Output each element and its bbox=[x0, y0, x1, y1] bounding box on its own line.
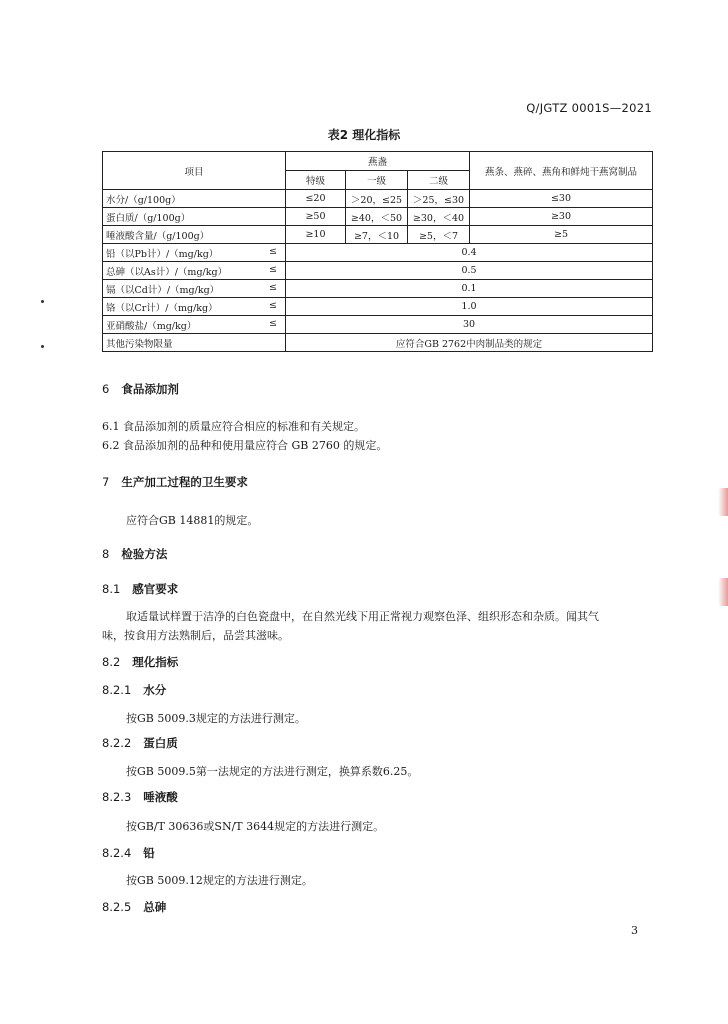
table-row bbox=[103, 334, 653, 352]
row-value: ≥40，＜50 bbox=[346, 208, 408, 226]
row-item-label: 铬（以Cr计）/（mg/kg） bbox=[106, 302, 218, 314]
section-8-heading: 8 检验方法 bbox=[102, 547, 168, 561]
table-row bbox=[103, 298, 653, 316]
section-6-heading: 6 食品添加剂 bbox=[102, 382, 179, 396]
header-group: 燕盏 bbox=[286, 152, 470, 171]
row-item: 其他污染物限量 bbox=[103, 334, 286, 352]
row-value: 0.4 bbox=[286, 244, 653, 262]
section-8-2-5-heading: 8.2.5 总砷 bbox=[102, 900, 167, 914]
section-8-1-text-line1: 取适量试样置于洁净的白色瓷盘中，在自然光线下用正常视力观察色泽、组织形态和杂质。闻其气 bbox=[126, 610, 599, 623]
section-7-text: 应符合GB 14881的规定。 bbox=[126, 514, 259, 527]
row-value: 0.5 bbox=[286, 262, 653, 280]
section-8-2-3-text: 按GB/T 30636或SN/T 3644规定的方法进行测定。 bbox=[126, 820, 385, 833]
seal-stamp-fragment bbox=[718, 488, 728, 516]
row-item: 唾液酸含量/（g/100g） bbox=[103, 226, 286, 244]
scan-speck bbox=[41, 345, 44, 348]
row-value: 0.1 bbox=[286, 280, 653, 298]
clause-6-1: 6.1 食品添加剂的质量应符合相应的标准和有关规定。 bbox=[102, 420, 365, 433]
section-8-2-2-heading: 8.2.2 蛋白质 bbox=[102, 736, 178, 750]
header-grade-3: 二级 bbox=[408, 171, 470, 190]
row-item bbox=[103, 280, 286, 298]
scan-speck bbox=[41, 300, 44, 303]
header-last: 燕条、燕碎、燕角和鲜炖干燕窝制品 bbox=[470, 152, 653, 190]
physicochemical-table bbox=[102, 151, 653, 352]
table-row bbox=[103, 244, 653, 262]
row-item-label: 铅（以Pb计）/（mg/kg） bbox=[106, 248, 219, 260]
section-8-2-1-text: 按GB 5009.3规定的方法进行测定。 bbox=[126, 712, 306, 725]
row-operator: ≤ bbox=[269, 245, 277, 257]
section-8-1-heading: 8.1 感官要求 bbox=[102, 582, 179, 596]
row-operator: ≤ bbox=[269, 317, 277, 329]
row-item-label: 镉（以Cd计）/（mg/kg） bbox=[106, 284, 220, 296]
table-row bbox=[103, 190, 653, 208]
row-item: 蛋白质/（g/100g） bbox=[103, 208, 286, 226]
row-item-label: 总砷（以As计）/（mg/kg） bbox=[106, 266, 228, 278]
row-value: 30 bbox=[286, 316, 653, 334]
page-number: 3 bbox=[631, 924, 638, 937]
section-8-2-1-heading: 8.2.1 水分 bbox=[102, 683, 167, 697]
row-value: ≥30，＜40 bbox=[408, 208, 470, 226]
header-grade-2: 一级 bbox=[346, 171, 408, 190]
section-8-1-text-line2: 味，按食用方法熟制后，品尝其滋味。 bbox=[102, 629, 289, 642]
row-item-label: 亚硝酸盐/（mg/kg） bbox=[106, 320, 197, 332]
section-8-2-4-heading: 8.2.4 铅 bbox=[102, 846, 155, 860]
table-row bbox=[103, 262, 653, 280]
row-value: ≥5 bbox=[470, 226, 653, 244]
row-item bbox=[103, 262, 286, 280]
document-code: Q/JGTZ 0001S—2021 bbox=[526, 101, 652, 115]
row-item bbox=[103, 316, 286, 334]
row-value: ＞20，≤25 bbox=[346, 190, 408, 208]
row-value: ≥50 bbox=[286, 208, 346, 226]
row-value: ≤20 bbox=[286, 190, 346, 208]
header-item: 项目 bbox=[103, 152, 286, 190]
row-value: 应符合GB 2762中肉制品类的规定 bbox=[286, 334, 653, 352]
row-value: ≥10 bbox=[286, 226, 346, 244]
section-8-2-4-text: 按GB 5009.12规定的方法进行测定。 bbox=[126, 874, 313, 887]
section-8-2-3-heading: 8.2.3 唾液酸 bbox=[102, 790, 178, 804]
row-value: ≥30 bbox=[470, 208, 653, 226]
header-grade-1: 特级 bbox=[286, 171, 346, 190]
clause-6-2: 6.2 食品添加剂的品种和使用量应符合 GB 2760 的规定。 bbox=[102, 439, 388, 452]
row-item bbox=[103, 298, 286, 316]
row-value: 1.0 bbox=[286, 298, 653, 316]
row-value: ≥5，＜7 bbox=[408, 226, 470, 244]
table-row bbox=[103, 280, 653, 298]
table-row bbox=[103, 208, 653, 226]
row-value: ≥7，＜10 bbox=[346, 226, 408, 244]
row-operator: ≤ bbox=[269, 299, 277, 311]
table-row bbox=[103, 316, 653, 334]
row-value: ＞25，≤30 bbox=[408, 190, 470, 208]
row-item bbox=[103, 244, 286, 262]
section-8-2-2-text: 按GB 5009.5第一法规定的方法进行测定，换算系数6.25。 bbox=[126, 765, 419, 778]
row-item: 水分/（g/100g） bbox=[103, 190, 286, 208]
section-7-heading: 7 生产加工过程的卫生要求 bbox=[102, 475, 248, 489]
seal-stamp-fragment bbox=[718, 578, 728, 606]
row-value: ≤30 bbox=[470, 190, 653, 208]
row-operator: ≤ bbox=[269, 263, 277, 275]
table-title: 表2 理化指标 bbox=[327, 128, 401, 142]
row-operator: ≤ bbox=[269, 281, 277, 293]
table-row bbox=[103, 226, 653, 244]
section-8-2-heading: 8.2 理化指标 bbox=[102, 655, 179, 669]
